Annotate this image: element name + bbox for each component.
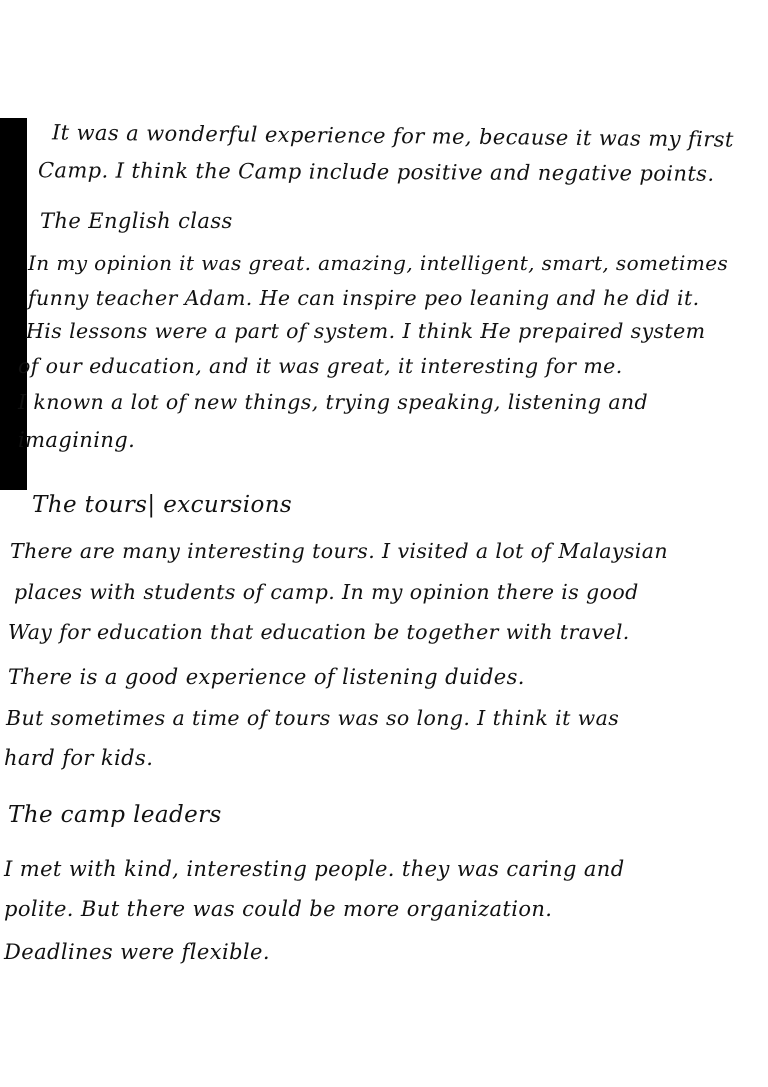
tours-line-1: There are many interesting tours. I visited a lot of Malaysian bbox=[10, 539, 668, 563]
tours-line-5: But sometimes a time of tours was so long. I think it was bbox=[6, 706, 620, 730]
tours-line-4: There is a good experience of listening duides. bbox=[8, 665, 525, 689]
intro-line-1: It was a wonderful experience for me, because it was my first bbox=[51, 120, 734, 152]
english-class-line-6: imagining. bbox=[18, 428, 136, 452]
tours-line-6: hard for kids. bbox=[4, 746, 154, 770]
english-class-line-2: funny teacher Adam. He can inspire peo leaning and he did it. bbox=[28, 286, 700, 310]
section-heading-english-class: The English class bbox=[40, 209, 233, 233]
camp-leaders-line-2: polite. But there was could be more organization. bbox=[4, 897, 553, 921]
section-heading-tours: The tours| excursions bbox=[32, 492, 293, 518]
english-class-line-1: In my opinion it was great. amazing, intelligent, smart, sometimes bbox=[28, 251, 729, 275]
english-class-line-5: I known a lot of new things, trying speaking, listening and bbox=[18, 390, 649, 414]
tours-line-3: Way for education that education be together with travel. bbox=[8, 620, 630, 644]
english-class-line-3: His lessons were a part of system. I think He prepaired system bbox=[26, 319, 706, 343]
camp-leaders-line-1: I met with kind, interesting people. they was caring and bbox=[4, 857, 625, 881]
intro-line-2: Camp. I think the Camp include positive and negative points. bbox=[37, 158, 715, 186]
tours-line-2: places with students of camp. In my opinion there is good bbox=[14, 580, 639, 604]
section-heading-camp-leaders: The camp leaders bbox=[8, 802, 222, 828]
camp-leaders-line-3: Deadlines were flexible. bbox=[4, 940, 270, 964]
english-class-line-4: of our education, and it was great, it interesting for me. bbox=[18, 354, 623, 378]
